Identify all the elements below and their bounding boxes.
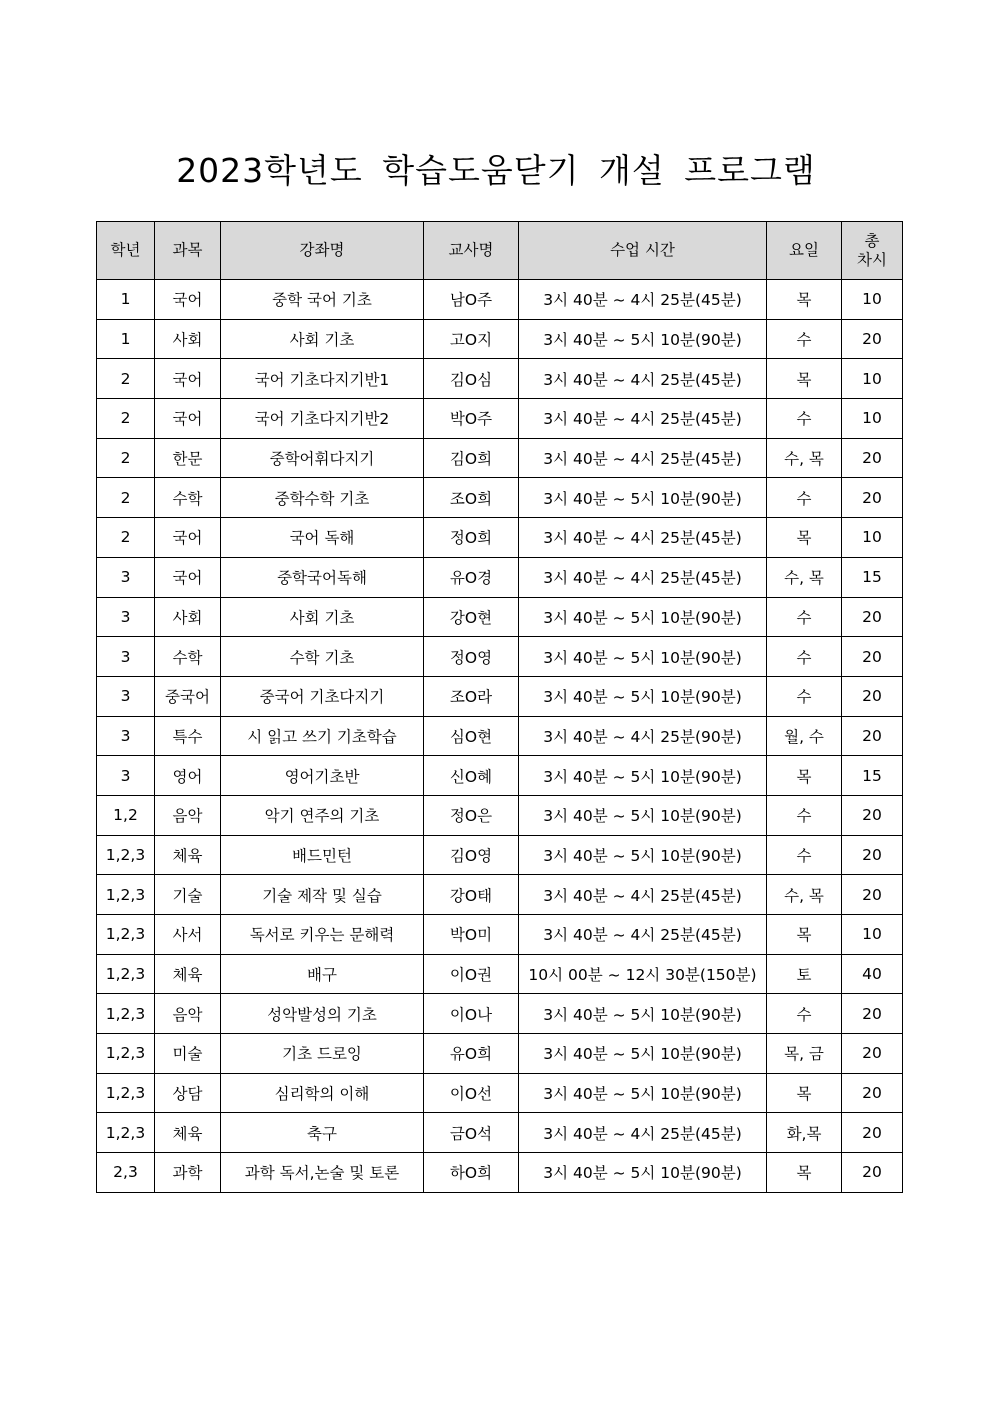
cell-grade: 2	[97, 359, 155, 399]
cell-time: 3시 40분 ~ 4시 25분(45분)	[519, 915, 767, 955]
cell-sessions: 10	[842, 280, 903, 320]
cell-sessions: 20	[842, 1073, 903, 1113]
cell-teacher: 정O은	[424, 795, 519, 835]
cell-course: 국어 기초다지기반1	[221, 359, 424, 399]
cell-sessions: 10	[842, 518, 903, 558]
cell-course: 사회 기초	[221, 597, 424, 637]
cell-day: 수	[767, 478, 842, 518]
cell-time: 3시 40분 ~ 5시 10분(90분)	[519, 319, 767, 359]
cell-sessions: 20	[842, 994, 903, 1034]
cell-sessions: 15	[842, 756, 903, 796]
cell-day: 수, 목	[767, 875, 842, 915]
header-time: 수업 시간	[519, 222, 767, 280]
cell-time: 3시 40분 ~ 5시 10분(90분)	[519, 1073, 767, 1113]
cell-subject: 중국어	[155, 676, 221, 716]
cell-teacher: 박O주	[424, 399, 519, 439]
cell-teacher: 조O라	[424, 676, 519, 716]
cell-day: 수	[767, 597, 842, 637]
cell-teacher: 금O석	[424, 1113, 519, 1153]
cell-day: 수	[767, 637, 842, 677]
table-row	[97, 875, 903, 915]
cell-time: 3시 40분 ~ 5시 10분(90분)	[519, 478, 767, 518]
cell-teacher: 이O나	[424, 994, 519, 1034]
cell-grade: 2,3	[97, 1153, 155, 1193]
cell-teacher: 정O희	[424, 518, 519, 558]
cell-day: 목	[767, 756, 842, 796]
cell-course: 국어 독해	[221, 518, 424, 558]
cell-time: 3시 40분 ~ 4시 25분(45분)	[519, 438, 767, 478]
cell-sessions: 20	[842, 795, 903, 835]
cell-subject: 한문	[155, 438, 221, 478]
cell-grade: 3	[97, 597, 155, 637]
cell-subject: 국어	[155, 280, 221, 320]
table-row	[97, 1073, 903, 1113]
table-row	[97, 915, 903, 955]
cell-time: 3시 40분 ~ 4시 25분(45분)	[519, 359, 767, 399]
cell-teacher: 심O현	[424, 716, 519, 756]
cell-subject: 사서	[155, 915, 221, 955]
cell-day: 목	[767, 915, 842, 955]
cell-subject: 사회	[155, 597, 221, 637]
cell-subject: 음악	[155, 994, 221, 1034]
cell-teacher: 이O권	[424, 954, 519, 994]
table-row	[97, 1034, 903, 1074]
cell-time: 3시 40분 ~ 5시 10분(90분)	[519, 1034, 767, 1074]
table-row	[97, 637, 903, 677]
cell-day: 수, 목	[767, 438, 842, 478]
cell-sessions: 20	[842, 835, 903, 875]
cell-teacher: 강O현	[424, 597, 519, 637]
cell-grade: 3	[97, 716, 155, 756]
cell-subject: 체육	[155, 954, 221, 994]
cell-course: 중학국어독해	[221, 557, 424, 597]
cell-time: 10시 00분 ~ 12시 30분(150분)	[519, 954, 767, 994]
cell-course: 국어 기초다지기반2	[221, 399, 424, 439]
cell-time: 3시 40분 ~ 4시 25분(45분)	[519, 557, 767, 597]
cell-sessions: 20	[842, 1153, 903, 1193]
cell-subject: 과학	[155, 1153, 221, 1193]
cell-sessions: 20	[842, 875, 903, 915]
program-table	[96, 221, 903, 1193]
cell-course: 중학수학 기초	[221, 478, 424, 518]
cell-subject: 국어	[155, 399, 221, 439]
cell-day: 수	[767, 994, 842, 1034]
cell-subject: 영어	[155, 756, 221, 796]
cell-course: 배드민턴	[221, 835, 424, 875]
cell-time: 3시 40분 ~ 4시 25분(45분)	[519, 518, 767, 558]
cell-teacher: 강O태	[424, 875, 519, 915]
cell-teacher: 유O희	[424, 1034, 519, 1074]
cell-sessions: 10	[842, 915, 903, 955]
cell-course: 중학 국어 기초	[221, 280, 424, 320]
header-course: 강좌명	[221, 222, 424, 280]
table-row	[97, 557, 903, 597]
cell-grade: 3	[97, 557, 155, 597]
cell-sessions: 15	[842, 557, 903, 597]
cell-time: 3시 40분 ~ 5시 10분(90분)	[519, 994, 767, 1034]
cell-course: 악기 연주의 기초	[221, 795, 424, 835]
cell-subject: 체육	[155, 835, 221, 875]
cell-day: 목	[767, 518, 842, 558]
cell-subject: 특수	[155, 716, 221, 756]
table-row	[97, 518, 903, 558]
cell-day: 목, 금	[767, 1034, 842, 1074]
table-row	[97, 835, 903, 875]
cell-teacher: 고O지	[424, 319, 519, 359]
cell-day: 토	[767, 954, 842, 994]
cell-sessions: 20	[842, 637, 903, 677]
cell-time: 3시 40분 ~ 4시 25분(45분)	[519, 1113, 767, 1153]
cell-course: 기초 드로잉	[221, 1034, 424, 1074]
cell-grade: 1,2,3	[97, 1073, 155, 1113]
cell-day: 목	[767, 280, 842, 320]
cell-teacher: 박O미	[424, 915, 519, 955]
cell-teacher: 김O희	[424, 438, 519, 478]
cell-sessions: 20	[842, 319, 903, 359]
cell-grade: 1,2,3	[97, 835, 155, 875]
header-teacher: 교사명	[424, 222, 519, 280]
table-row	[97, 399, 903, 439]
cell-sessions: 40	[842, 954, 903, 994]
header-sessions-line2: 차시	[857, 250, 887, 269]
cell-day: 수	[767, 795, 842, 835]
cell-subject: 국어	[155, 359, 221, 399]
cell-teacher: 하O희	[424, 1153, 519, 1193]
cell-grade: 1	[97, 280, 155, 320]
cell-day: 화,목	[767, 1113, 842, 1153]
cell-course: 중학어휘다지기	[221, 438, 424, 478]
cell-time: 3시 40분 ~ 5시 10분(90분)	[519, 597, 767, 637]
cell-sessions: 10	[842, 399, 903, 439]
cell-sessions: 20	[842, 676, 903, 716]
header-sessions	[842, 222, 903, 280]
cell-sessions: 20	[842, 1113, 903, 1153]
cell-grade: 2	[97, 478, 155, 518]
cell-time: 3시 40분 ~ 4시 25분(45분)	[519, 399, 767, 439]
document-title: 2023학년도 학습도움닫기 개설 프로그램	[176, 151, 816, 190]
cell-course: 과학 독서,논술 및 토론	[221, 1153, 424, 1193]
cell-time: 3시 40분 ~ 5시 10분(90분)	[519, 637, 767, 677]
cell-subject: 미술	[155, 1034, 221, 1074]
cell-course: 배구	[221, 954, 424, 994]
cell-grade: 1,2,3	[97, 1113, 155, 1153]
cell-grade: 2	[97, 399, 155, 439]
cell-teacher: 조O희	[424, 478, 519, 518]
cell-grade: 1,2,3	[97, 994, 155, 1034]
cell-subject: 체육	[155, 1113, 221, 1153]
cell-course: 사회 기초	[221, 319, 424, 359]
table-body	[97, 280, 903, 1193]
cell-course: 영어기초반	[221, 756, 424, 796]
cell-time: 3시 40분 ~ 5시 10분(90분)	[519, 756, 767, 796]
cell-teacher: 유O경	[424, 557, 519, 597]
cell-time: 3시 40분 ~ 4시 25분(45분)	[519, 875, 767, 915]
cell-grade: 2	[97, 438, 155, 478]
header-day: 요일	[767, 222, 842, 280]
cell-course: 기술 제작 및 실습	[221, 875, 424, 915]
cell-course: 수학 기초	[221, 637, 424, 677]
table-row	[97, 1153, 903, 1193]
cell-sessions: 20	[842, 438, 903, 478]
cell-time: 3시 40분 ~ 5시 10분(90분)	[519, 1153, 767, 1193]
cell-day: 수	[767, 676, 842, 716]
table-row	[97, 676, 903, 716]
cell-course: 축구	[221, 1113, 424, 1153]
cell-day: 수	[767, 399, 842, 439]
table-row	[97, 478, 903, 518]
table-row	[97, 438, 903, 478]
cell-teacher: 정O영	[424, 637, 519, 677]
cell-subject: 음악	[155, 795, 221, 835]
cell-grade: 3	[97, 637, 155, 677]
table-row	[97, 795, 903, 835]
cell-time: 3시 40분 ~ 4시 25분(45분)	[519, 280, 767, 320]
cell-day: 목	[767, 359, 842, 399]
cell-subject: 기술	[155, 875, 221, 915]
table-row	[97, 1113, 903, 1153]
cell-day: 수	[767, 835, 842, 875]
cell-grade: 1,2,3	[97, 915, 155, 955]
cell-sessions: 10	[842, 359, 903, 399]
cell-grade: 3	[97, 756, 155, 796]
cell-sessions: 20	[842, 597, 903, 637]
table-row	[97, 994, 903, 1034]
cell-course: 심리학의 이해	[221, 1073, 424, 1113]
cell-grade: 3	[97, 676, 155, 716]
cell-teacher: 이O선	[424, 1073, 519, 1113]
cell-grade: 1,2,3	[97, 1034, 155, 1074]
header-grade: 학년	[97, 222, 155, 280]
cell-grade: 1,2,3	[97, 954, 155, 994]
table-row	[97, 716, 903, 756]
cell-day: 목	[767, 1073, 842, 1113]
cell-subject: 수학	[155, 637, 221, 677]
cell-time: 3시 40분 ~ 5시 10분(90분)	[519, 795, 767, 835]
cell-time: 3시 40분 ~ 5시 10분(90분)	[519, 835, 767, 875]
table-row	[97, 280, 903, 320]
cell-grade: 2	[97, 518, 155, 558]
cell-sessions: 20	[842, 478, 903, 518]
cell-day: 수	[767, 319, 842, 359]
cell-teacher: 김O심	[424, 359, 519, 399]
cell-subject: 사회	[155, 319, 221, 359]
header-subject: 과목	[155, 222, 221, 280]
cell-subject: 국어	[155, 518, 221, 558]
cell-sessions: 20	[842, 716, 903, 756]
table-row	[97, 597, 903, 637]
cell-course: 독서로 키우는 문해력	[221, 915, 424, 955]
cell-subject: 수학	[155, 478, 221, 518]
cell-grade: 1,2	[97, 795, 155, 835]
cell-teacher: 김O영	[424, 835, 519, 875]
table-header-row	[97, 222, 903, 280]
cell-day: 월, 수	[767, 716, 842, 756]
cell-time: 3시 40분 ~ 4시 25분(90분)	[519, 716, 767, 756]
cell-teacher: 신O혜	[424, 756, 519, 796]
cell-course: 시 읽고 쓰기 기초학습	[221, 716, 424, 756]
table-row	[97, 756, 903, 796]
cell-sessions: 20	[842, 1034, 903, 1074]
table-row	[97, 359, 903, 399]
cell-time: 3시 40분 ~ 5시 10분(90분)	[519, 676, 767, 716]
cell-teacher: 남O주	[424, 280, 519, 320]
cell-grade: 1,2,3	[97, 875, 155, 915]
cell-subject: 상담	[155, 1073, 221, 1113]
cell-course: 성악발성의 기초	[221, 994, 424, 1034]
table-row	[97, 954, 903, 994]
cell-grade: 1	[97, 319, 155, 359]
cell-course: 중국어 기초다지기	[221, 676, 424, 716]
header-sessions-line1: 총	[864, 231, 880, 250]
cell-day: 목	[767, 1153, 842, 1193]
cell-day: 수, 목	[767, 557, 842, 597]
cell-subject: 국어	[155, 557, 221, 597]
table-row	[97, 319, 903, 359]
